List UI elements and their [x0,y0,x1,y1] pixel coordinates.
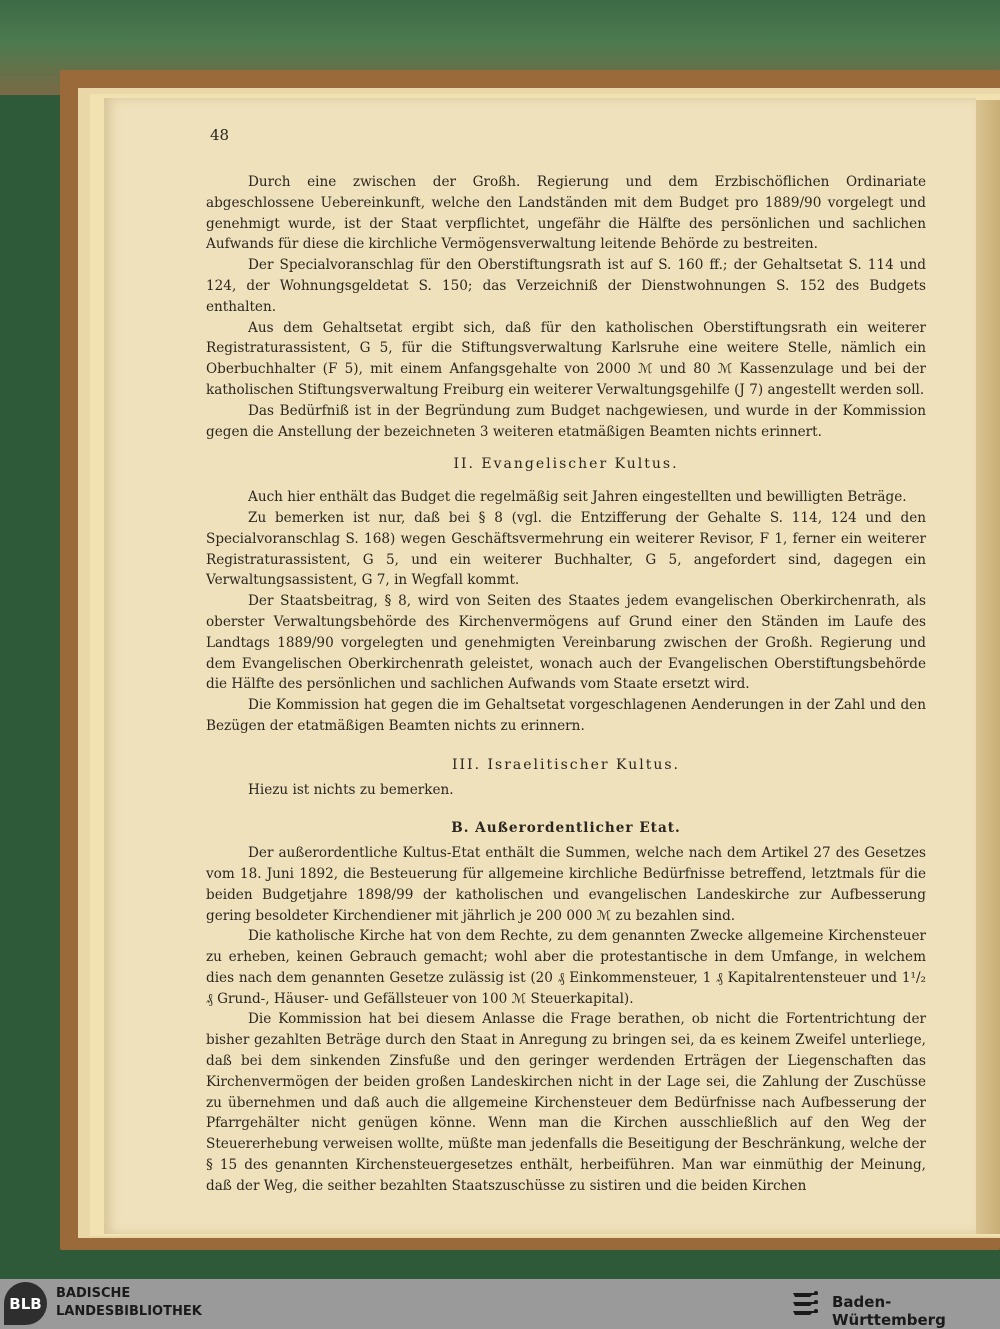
paragraph: Die katholische Kirche hat von dem Rechte, zu dem genannten Zwecke allgemeine Kirchensteuer zu erheben, keinen Gebrauch gemacht; wohl aber die protestantische in dem Umfange, in welchem dies nach dem genannten Gesetze zulässig ist (20 ₰ Einkommensteuer, 1 ₰ Kapitalrentensteuer und 1¹/₂ ₰ Grund-, Häuser- und Gefällsteuer von 100 ℳ Steuerkapital). [206,928,926,1007]
paragraph: Zu bemerken ist nur, daß bei § 8 (vgl. die Entzifferung der Gehalte S. 114, 124 und den Specialvoranschlag S. 168) wegen Geschäftsvermehrung ein weiterer Revisor, F 1, ferner ein weiterer Registraturassistent, G 5, und ein weiterer Buchhalter, G 5, angefordert sind, dagegen ein Verwaltungsassistent, G 7, in Wegfall kommt. [206,509,926,589]
paragraph: Die Kommission hat gegen die im Gehaltsetat vorgeschlagenen Aenderungen in der Zahl und den Bezügen der etatmäßigen Beamten nichts zu erinnern. [206,697,926,734]
paragraph: Durch eine zwischen der Großh. Regierung und dem Erzbischöflichen Ordinariate abgeschlossene Uebereinkunft, welche den Landständen mit dem Budget pro 1889/90 vorgelegt und genehmigt wurde, ist der Staat verpflichtet, ungefähr die Hälfte des persönlichen und sachlichen Aufwands für diese die kirchliche Vermögensverwaltung leitende Behörde zu bestreiten. [206,174,926,253]
section-subheading: B. Außerordentlicher Etat. [451,820,681,837]
blb-logo-text: BLB [9,1294,42,1313]
paragraph: Auch hier enthält das Budget die regelmäßig seit Jahren eingestellten und bewilligten Beträge. [248,489,907,506]
section-heading: II. Evangelischer Kultus. [453,456,679,473]
state-name[interactable]: Baden-Württemberg [832,1293,946,1329]
blb-logo[interactable] [4,1282,47,1325]
paragraph: Der Staatsbeitrag, § 8, wird von Seiten des Staates jedem evangelischen Oberkirchenrath, als oberster Verwaltungsbehörde des Kirchenvermögens auf Grund einer den Ständen im Laufe des Landtags 1889/90 vorgelegten und genehmigten Vereinbarung zwischen der Großh. Regierung und dem Evangelischen Oberkirchenrath geleistet, wonach auch der Evangelischen Oberstiftungsbehörde die Hälfte des persönlichen und sachlichen Aufwands vom Staate ersetzt wird. [206,593,926,693]
footer-bar [0,1279,1000,1329]
page-right-edge [976,100,1000,1234]
page-number: 48 [210,126,230,144]
page-text [206,172,926,1197]
paragraph: Das Bedürfniß ist in der Begründung zum Budget nachgewiesen, und wurde in der Kommission gegen die Anstellung der bezeichneten 3 weiteren etatmäßigen Beamten nichts erinnert. [206,402,926,440]
paragraph: Hiezu ist nichts zu bemerken. [248,781,454,798]
paragraph: Der Specialvoranschlag für den Oberstiftungsrath ist auf S. 160 ff.; der Gehaltsetat S. 114 und 124, der Wohnungsgeldetat S. 150; das Verzeichniß der Dienstwohnungen S. 152 des Budgets enthalten. [206,257,926,315]
library-name[interactable] [56,1285,202,1321]
library-name-line1: BADISCHE [56,1286,131,1301]
section-heading: III. Israelitischer Kultus. [452,756,680,773]
paragraph: Die Kommission hat bei diesem Anlasse die Frage berathen, ob nicht die Fortentrichtung der bisher gezahlten Beträge durch den Staat in Anregung zu bringen sei, da es keinem Zweifel unterliege, daß bei dem sinkenden Zinsfuße und den geringer werdenden Erträgen der Liegenschaften das Kirchenvermögen der beiden großen Landeskirchen nicht in der Lage sei, die Zahlung der Zuschüsse zu übernehmen und daß auch die allgemeine Kirchensteuer dem Bedürfnisse nach Aufbesserung der Pfarrgehälter nicht genügen könne. Wenn man die Kirchen ausschließlich auf den Weg der Steuererhebung verweisen wollte, müßte man jedenfalls die Beseitigung der Beschränkung, welche der § 15 des genannten Kirchensteuergesetzes enthält, herbeiführen. Man war einmüthig der Meinung, daß der Weg, die seither bezahlten Staatszuschüsse zu sistiren und die beiden Kirchen [206,1011,926,1194]
library-name-line2: LANDESBIBLIOTHEK [56,1304,202,1319]
paragraph: Der außerordentliche Kultus-Etat enthält die Summen, welche nach dem Artikel 27 des Gesetzes vom 18. Juni 1892, die Besteuerung für allgemeine kirchliche Bedürfnisse betreffend, letztmals für die beiden Budgetjahre 1898/99 der katholischen und evangelischen Landeskirche zur Aufbesserung gering besoldeter Kirchendiener mit jährlich je 200 000 ℳ zu bezahlen sind. [206,845,926,924]
lions-coat-of-arms-icon [790,1287,824,1321]
paragraph: Aus dem Gehaltsetat ergibt sich, daß für den katholischen Oberstiftungsrath ein weiterer Registraturassistent, G 5, für die Stiftungsverwaltung Karlsruhe eine weitere Stelle, nämlich ein Oberbuchhalter (F 5), mit einem Anfangsgehalte von 2000 ℳ und 80 ℳ Kassenzulage und bei der katholischen Stiftungsverwaltung Freiburg ein weiterer Verwaltungsgehilfe (J 7) angestellt werden soll. [206,319,926,398]
